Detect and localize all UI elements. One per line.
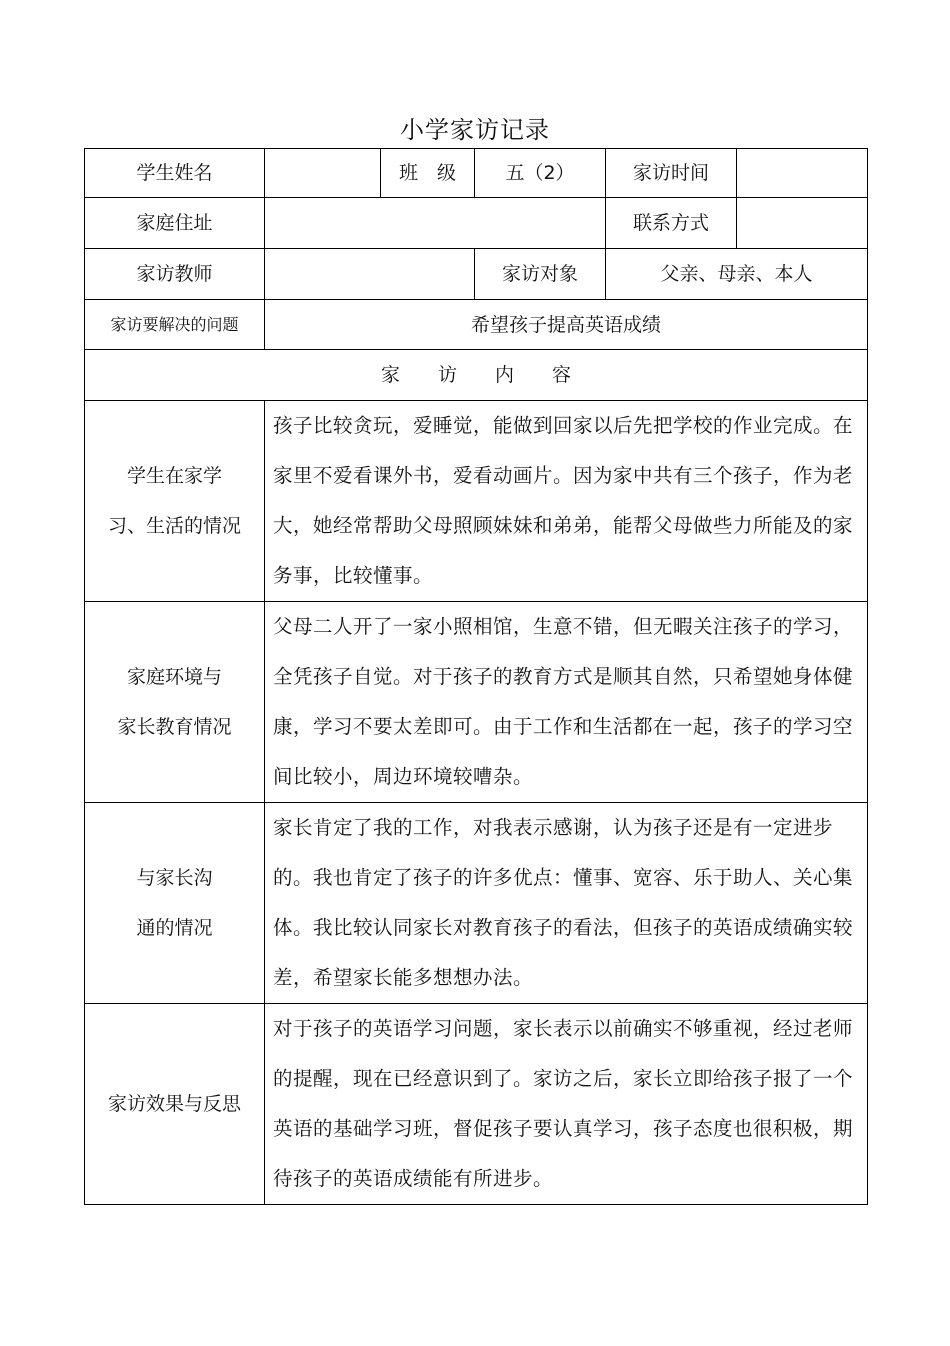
class-label: 班 级 bbox=[381, 149, 475, 198]
address-label: 家庭住址 bbox=[85, 198, 265, 249]
teacher-value bbox=[265, 249, 475, 300]
section-content: 父母二人开了一家小照相馆，生意不错，但无暇关注孩子的学习，全凭孩子自觉。对于孩子的教育方式是顺其自然，只希望她身体健康，学习不要太差即可。由于工作和生活都在一起，孩子的学习空间比较小，周边环境较嘈杂。 bbox=[265, 602, 868, 803]
section-label-line: 家长教育情况 bbox=[117, 716, 232, 738]
section-label bbox=[85, 803, 265, 1004]
section-label bbox=[85, 401, 265, 602]
visit-time-value bbox=[737, 149, 868, 198]
contact-value bbox=[737, 198, 868, 249]
teacher-label: 家访教师 bbox=[85, 249, 265, 300]
section-header: 家 访 内 容 bbox=[85, 350, 868, 401]
section-label bbox=[85, 602, 265, 803]
section-label-line: 通的情况 bbox=[136, 917, 213, 939]
section-label-line: 家访效果与反思 bbox=[107, 1093, 241, 1115]
problem-label: 家访要解决的问题 bbox=[85, 300, 265, 350]
section-label-line: 与家长沟 bbox=[136, 867, 213, 889]
contact-label: 联系方式 bbox=[606, 198, 737, 249]
table-row bbox=[85, 149, 868, 198]
page-title: 小学家访记录 bbox=[400, 116, 550, 144]
student-name-label: 学生姓名 bbox=[85, 149, 265, 198]
visit-time-label: 家访时间 bbox=[606, 149, 737, 198]
visit-target-value: 父亲、母亲、本人 bbox=[606, 249, 868, 300]
section-label-line: 家庭环境与 bbox=[126, 666, 222, 688]
section-label-line: 习、生活的情况 bbox=[107, 515, 241, 537]
section-label bbox=[85, 1004, 265, 1205]
table-row bbox=[85, 300, 868, 350]
table-row bbox=[85, 1004, 868, 1205]
section-label-line: 学生在家学 bbox=[126, 465, 222, 487]
table-row bbox=[85, 401, 868, 602]
section-content: 家长肯定了我的工作，对我表示感谢，认为孩子还是有一定进步的。我也肯定了孩子的许多优点：懂事、宽容、乐于助人、关心集体。我比较认同家长对教育孩子的看法，但孩子的英语成绩确实较差，希望家长能多想想办法。 bbox=[265, 803, 868, 1004]
section-content: 孩子比较贪玩，爱睡觉，能做到回家以后先把学校的作业完成。在家里不爱看课外书，爱看动画片。因为家中共有三个孩子，作为老大，她经常帮助父母照顾妹妹和弟弟，能帮父母做些力所能及的家务事，比较懂事。 bbox=[265, 401, 868, 602]
student-name-value bbox=[265, 149, 381, 198]
visit-target-label: 家访对象 bbox=[475, 249, 606, 300]
table-row bbox=[85, 803, 868, 1004]
table-row bbox=[85, 350, 868, 401]
address-value bbox=[265, 198, 606, 249]
table-row bbox=[85, 198, 868, 249]
problem-value: 希望孩子提高英语成绩 bbox=[265, 300, 868, 350]
table-row bbox=[85, 602, 868, 803]
home-visit-table bbox=[84, 148, 868, 1205]
class-value: 五（2） bbox=[475, 149, 606, 198]
section-content: 对于孩子的英语学习问题，家长表示以前确实不够重视，经过老师的提醒，现在已经意识到了。家访之后，家长立即给孩子报了一个英语的基础学习班，督促孩子要认真学习，孩子态度也很积极，期待孩子的英语成绩能有所进步。 bbox=[265, 1004, 868, 1205]
table-row bbox=[85, 249, 868, 300]
